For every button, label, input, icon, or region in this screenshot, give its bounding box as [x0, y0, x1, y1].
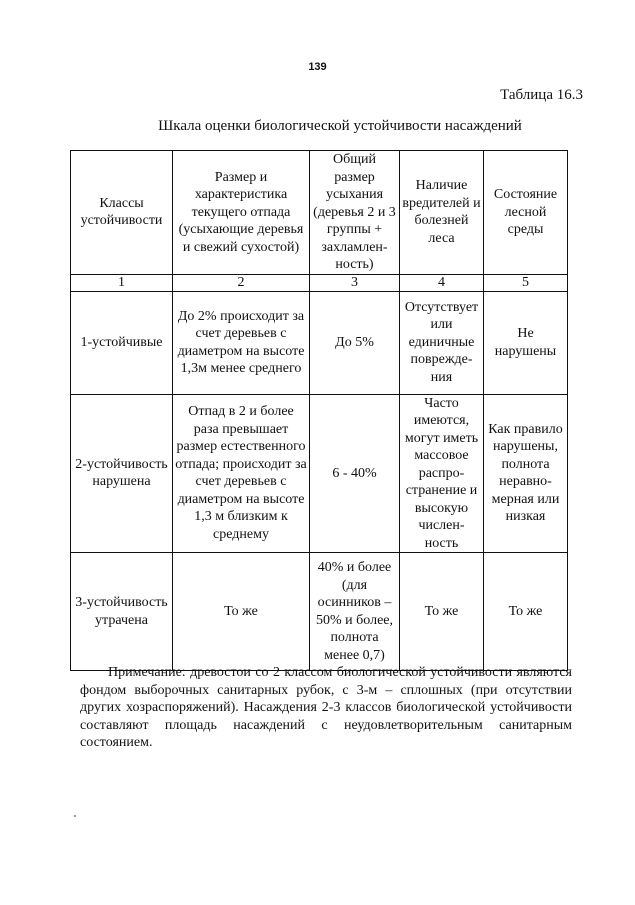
column-number: 1 — [71, 274, 173, 291]
header-current-fall: Размер и характеристика текущего отпада (усыхающие деревья и свежий сухостой) — [173, 151, 310, 275]
table-row — [71, 553, 568, 671]
table-row — [71, 394, 568, 553]
stability-scale-table — [70, 150, 568, 671]
table-row — [71, 291, 568, 394]
cell-fall: То же — [173, 553, 310, 671]
table-header-row — [71, 151, 568, 275]
cell-environment: Как правило нарушены, полнота неравно-мерная или низкая — [484, 394, 568, 553]
cell-pests: То же — [400, 553, 484, 671]
column-number: 2 — [173, 274, 310, 291]
page-number: 139 — [308, 61, 327, 73]
table-reference: Таблица 16.3 — [500, 87, 583, 103]
note-label: Примечание: — [108, 665, 186, 680]
table-title: Шкала оценки биологической устойчивости насаждений — [158, 118, 522, 134]
cell-drying: 40% и более (для осинников – 50% и более, полнота менее 0,7) — [310, 553, 400, 671]
cell-fall: До 2% происходит за счет деревьев с диаметром на высоте 1,3м менее среднего — [173, 291, 310, 394]
cell-class: 1-устойчивые — [71, 291, 173, 394]
cell-fall: Отпад в 2 и более раза превышает размер естественного отпада; происходит за счет деревьев с диаметром на высоте 1,3 м близким к среднему — [173, 394, 310, 553]
table-note — [80, 664, 572, 752]
note-paragraph — [80, 664, 572, 752]
scan-speck — [74, 815, 76, 817]
cell-environment: То же — [484, 553, 568, 671]
header-stability-class: Классы устойчивости — [71, 151, 173, 275]
header-forest-environment: Состояние лесной среды — [484, 151, 568, 275]
column-number-row — [71, 274, 568, 291]
cell-drying: До 5% — [310, 291, 400, 394]
cell-class: 3-устойчивость утрачена — [71, 553, 173, 671]
note-text: древостои со 2 классом биологической устойчивости являются фондом выборочных санитарных рубок, с 3-м – сплошных (при отсутствии других хозраспоряжений). Насаждения 2-3 классов биологической устойчивости составляют площадь насаждений с неудовлетворительным санитарным состоянием. — [80, 665, 572, 750]
cell-drying: 6 - 40% — [310, 394, 400, 553]
header-pests-diseases: Наличие вредителей и болезней леса — [400, 151, 484, 275]
column-number: 3 — [310, 274, 400, 291]
column-number: 4 — [400, 274, 484, 291]
cell-class: 2-устойчивость нарушена — [71, 394, 173, 553]
cell-pests: Отсутствует или единичные поврежде-ния — [400, 291, 484, 394]
column-number: 5 — [484, 274, 568, 291]
cell-pests: Часто имеются, могут иметь массовое распро-странение и высокую числен-ность — [400, 394, 484, 553]
cell-environment: Не нарушены — [484, 291, 568, 394]
header-total-drying: Общий размер усыхания (деревья 2 и 3 группы + захламлен-ность) — [310, 151, 400, 275]
